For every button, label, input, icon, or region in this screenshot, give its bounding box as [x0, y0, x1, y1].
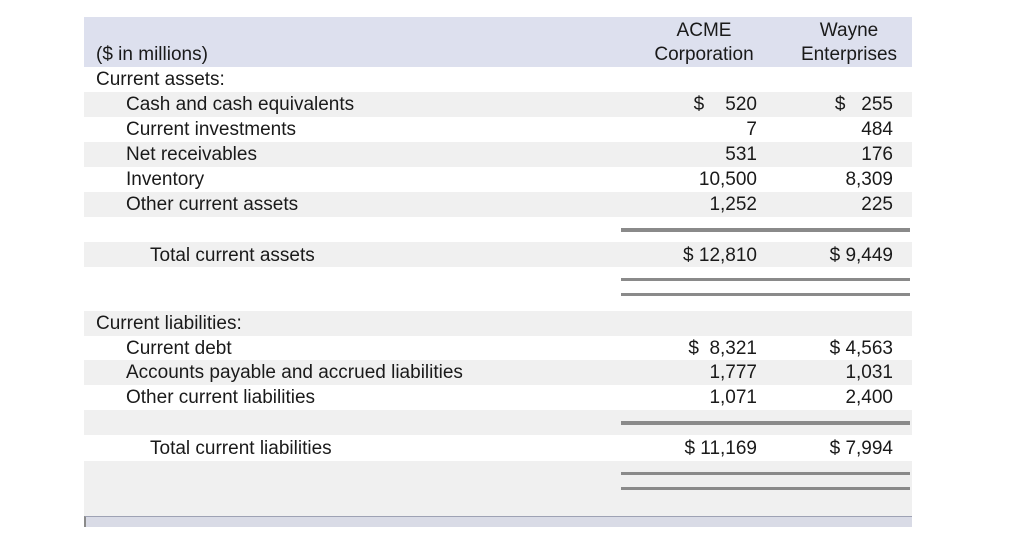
- wayne-header-line1: Wayne: [819, 20, 879, 41]
- current-assets-heading: Current assets:: [96, 69, 225, 90]
- balance-sheet-table: [84, 17, 912, 527]
- wayne-value: 2,400: [845, 387, 893, 408]
- wayne-value: 484: [861, 119, 893, 140]
- acme-total: $ 12,810: [683, 245, 757, 266]
- total-label: Total current liabilities: [150, 438, 332, 459]
- row-label: Cash and cash equivalents: [126, 94, 355, 115]
- column-header-acme: [644, 19, 764, 67]
- acme-header-line2: Corporation: [654, 44, 754, 65]
- subtotal-rule: [621, 228, 910, 232]
- acme-value: 7: [746, 119, 757, 140]
- subtotal-rule: [621, 421, 910, 425]
- double-rule-top: [621, 278, 910, 281]
- acme-header-line1: ACME: [676, 20, 732, 41]
- row-label: Other current assets: [126, 194, 299, 215]
- acme-value: 1,071: [709, 387, 757, 408]
- row-label: Net receivables: [126, 144, 257, 165]
- acme-value: 10,500: [698, 169, 757, 190]
- wayne-value: 1,031: [845, 362, 893, 383]
- double-rule-bottom: [621, 487, 910, 490]
- acme-value: $ 8,321: [688, 338, 757, 359]
- row-label: Accounts payable and accrued liabilities: [126, 362, 463, 383]
- acme-value: $ 520: [693, 94, 757, 115]
- acme-value: 531: [725, 144, 757, 165]
- wayne-value: 8,309: [845, 169, 893, 190]
- double-rule-top: [621, 472, 910, 475]
- wayne-header-line2: Enterprises: [800, 44, 898, 65]
- table-footer-bar: [84, 516, 912, 527]
- acme-value: 1,252: [709, 194, 757, 215]
- wayne-value: $ 255: [834, 94, 893, 115]
- row-label: Inventory: [126, 169, 205, 190]
- table-header: [84, 17, 912, 67]
- column-header-wayne: [789, 19, 909, 67]
- row-label: Current investments: [126, 119, 297, 140]
- double-rule-bottom: [621, 293, 910, 296]
- wayne-total: $ 9,449: [829, 245, 893, 266]
- wayne-total: $ 7,994: [829, 438, 893, 459]
- wayne-value: 176: [861, 144, 893, 165]
- current-liabilities-heading: Current liabilities:: [96, 313, 242, 334]
- total-label: Total current assets: [150, 245, 315, 266]
- row-label: Current debt: [126, 338, 232, 359]
- acme-value: 1,777: [709, 362, 757, 383]
- wayne-value: $ 4,563: [829, 338, 893, 359]
- units-label: ($ in millions): [96, 44, 208, 65]
- acme-total: $ 11,169: [684, 438, 757, 459]
- wayne-value: 225: [861, 194, 893, 215]
- row-label: Other current liabilities: [126, 387, 316, 408]
